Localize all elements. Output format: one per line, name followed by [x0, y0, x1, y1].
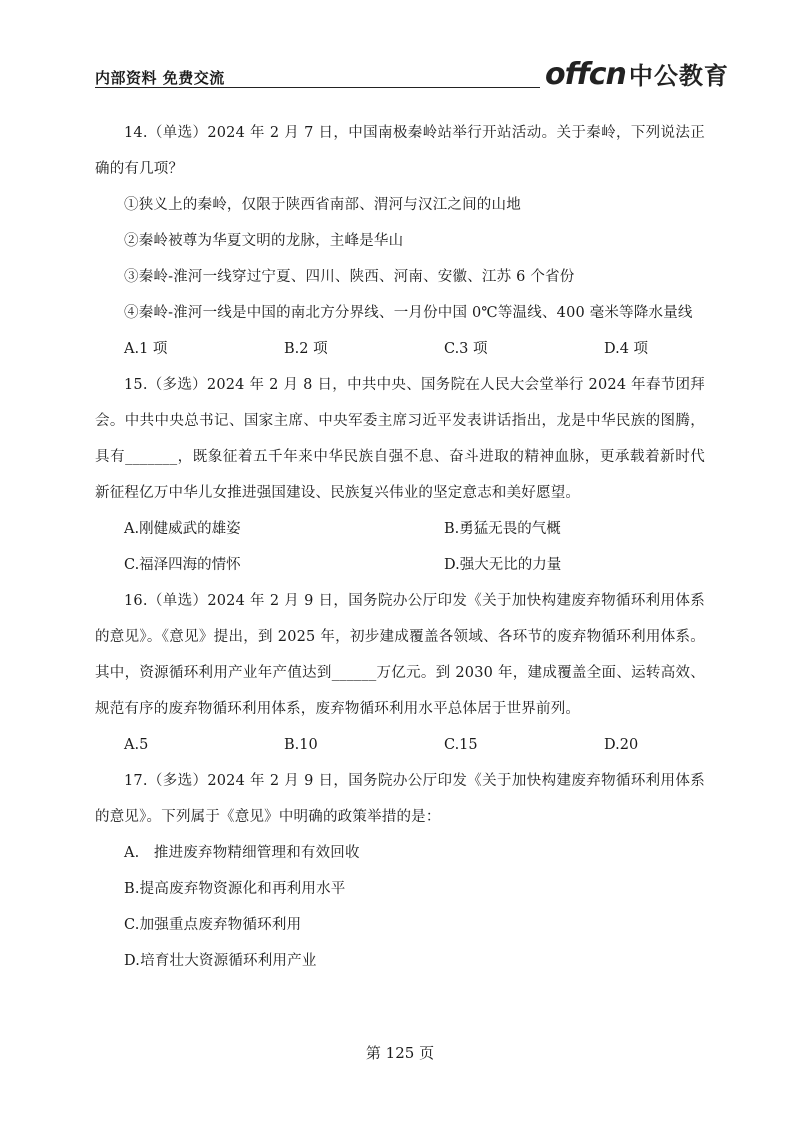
- option-d: D.4 项: [604, 341, 649, 357]
- option-a: A.刚健威武的雄姿: [124, 521, 241, 537]
- logo-cn-text: 中公教育: [628, 62, 729, 90]
- option-a: A.5: [124, 737, 149, 753]
- option-d: D.培育壮大资源循环利用产业: [124, 953, 317, 969]
- option-b: B.2 项: [284, 341, 328, 357]
- page-number: 第 125 页: [365, 1044, 435, 1062]
- option-d: D.强大无比的力量: [444, 557, 562, 573]
- q14-options: [95, 331, 705, 367]
- q16-stem: 16.（单选）2024 年 2 月 9 日，国务院办公厅印发《关于加快构建废弃物循环利用体系的意见》。《意见》提出，到 2025 年，初步建成覆盖各领域、各环节的废弃物循环利用体系。其中，资源循环利用产业年产值达到______万亿元。到 2030 年，建成覆盖全面、运转高效、规范有序的废弃物循环利用体系，废弃物循环利用水平总体居于世界前列。: [95, 593, 705, 717]
- header-divider: [95, 87, 540, 88]
- header-label: 内部资料 免费交流: [95, 69, 225, 87]
- q14-item: ③秦岭-淮河一线穿过宁夏、四川、陕西、河南、安徽、江苏 6 个省份: [124, 269, 575, 285]
- option-b: B.勇猛无畏的气概: [444, 521, 561, 537]
- q14-item: ②秦岭被尊为华夏文明的龙脉，主峰是华山: [124, 233, 404, 249]
- question-content: [95, 115, 705, 979]
- brand-logo: [545, 56, 729, 92]
- q15-options: [95, 511, 705, 583]
- option-d: D.20: [604, 737, 639, 753]
- q15-stem: 15.（多选）2024 年 2 月 8 日，中共中央、国务院在人民大会堂举行 2024 年春节团拜会。中共中央总书记、国家主席、中央军委主席习近平发表讲话指出，龙是中华民族的图腾，具有_______，既象征着五千年来中华民族自强不息、奋斗进取的精神血脉，更承载着新时代新征程亿万中华儿女推进强国建设、民族复兴伟业的坚定意志和美好愿望。: [95, 377, 705, 501]
- option-b: B.10: [284, 737, 318, 753]
- q14-stem: 14.（单选）2024 年 2 月 7 日，中国南极秦岭站举行开站活动。关于秦岭，下列说法正确的有几项？: [95, 125, 705, 177]
- option-c: C.加强重点废弃物循环利用: [124, 917, 302, 933]
- q16-options: [95, 727, 705, 763]
- q17-stem: 17.（多选）2024 年 2 月 9 日，国务院办公厅印发《关于加快构建废弃物循环利用体系的意见》。下列属于《意见》中明确的政策举措的是：: [95, 773, 705, 825]
- logo-latin-text: offcn: [545, 57, 626, 92]
- option-c: C.3 项: [444, 341, 488, 357]
- q14-item: ①狭义上的秦岭，仅限于陕西省南部、渭河与汉江之间的山地: [124, 197, 521, 213]
- option-c: C.福泽四海的情怀: [124, 557, 241, 573]
- q14-item: ④秦岭-淮河一线是中国的南北方分界线、一月份中国 0℃等温线、400 毫米等降水量线: [124, 305, 693, 321]
- option-c: C.15: [444, 737, 478, 753]
- option-a: A.1 项: [124, 341, 168, 357]
- option-a: A. 推进废弃物精细管理和有效回收: [124, 845, 360, 861]
- option-b: B.提高废弃物资源化和再利用水平: [124, 881, 346, 897]
